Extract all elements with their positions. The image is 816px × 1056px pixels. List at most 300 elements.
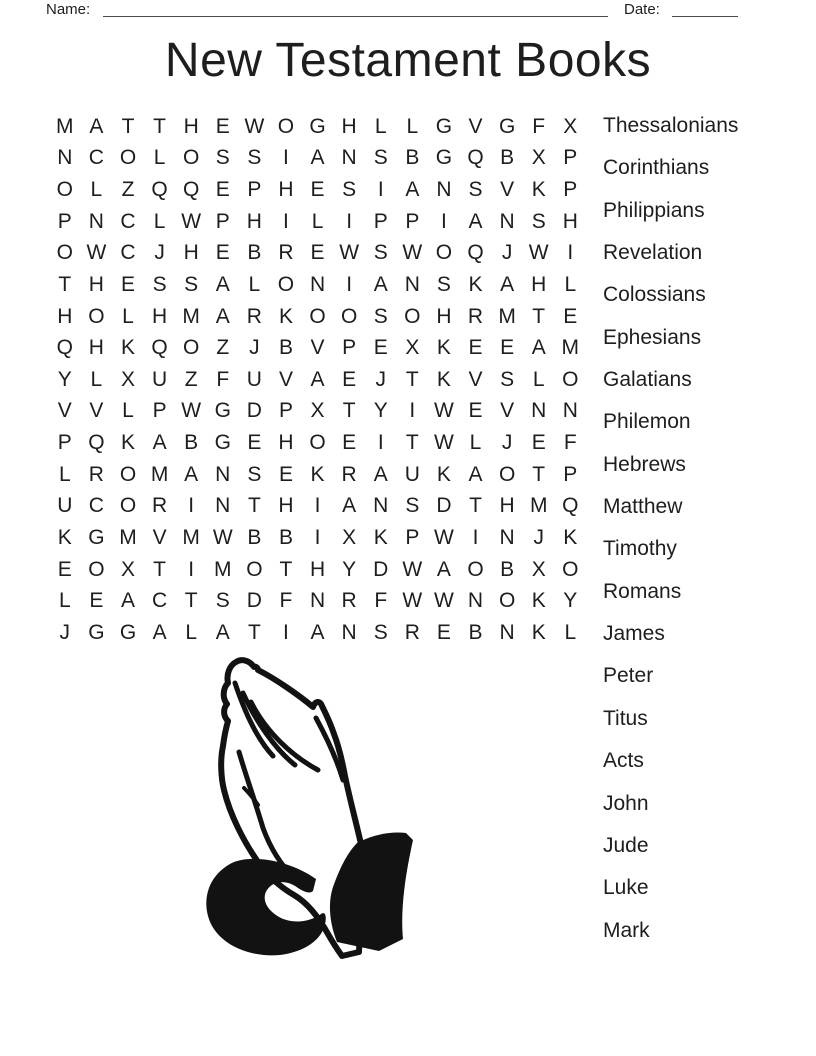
grid-letter: O	[309, 304, 326, 328]
grid-letter: O	[277, 272, 295, 296]
grid-letter: H	[88, 272, 104, 296]
grid-letter: I	[377, 178, 384, 202]
grid-letter: V	[468, 367, 483, 391]
grid-letter: R	[278, 241, 294, 265]
grid-letter: K	[120, 431, 135, 455]
grid-letter: O	[88, 557, 105, 581]
grid-letter: A	[531, 336, 546, 360]
grid-letter: L	[153, 146, 166, 170]
grid-letter: S	[184, 272, 199, 296]
grid-letter: B	[500, 146, 515, 170]
grid-letter: Y	[342, 557, 357, 581]
grid-letter: I	[472, 525, 479, 549]
grid-letter: K	[120, 336, 135, 360]
grid-letter: W	[402, 557, 423, 581]
grid-letter: M	[182, 525, 200, 549]
word-list-item: Acts	[603, 749, 644, 773]
word-list	[603, 105, 738, 952]
grid-letter: S	[373, 241, 388, 265]
grid-letter: Z	[184, 367, 198, 391]
grid-letter: L	[406, 114, 419, 138]
grid-letter: F	[279, 589, 293, 613]
grid-letter: H	[499, 494, 515, 518]
grid-letter: N	[531, 399, 547, 423]
grid-letter: O	[435, 241, 453, 265]
grid-letter: W	[402, 241, 423, 265]
grid-letter: G	[435, 146, 453, 170]
word-list-item: Philippians	[603, 198, 705, 222]
grid-letter: S	[373, 304, 388, 328]
grid-letter: O	[498, 462, 516, 486]
grid-letter: X	[531, 557, 546, 581]
grid-letter: J	[249, 336, 260, 360]
grid-letter: N	[341, 146, 357, 170]
grid-letter: C	[151, 589, 168, 613]
grid-letter: O	[119, 462, 137, 486]
grid-letter: E	[247, 431, 262, 455]
grid-letter: G	[88, 525, 105, 549]
grid-letter: P	[373, 209, 388, 233]
grid-letter: E	[310, 178, 325, 202]
grid-letter: A	[373, 272, 388, 296]
grid-letter: W	[434, 399, 454, 423]
grid-letter: V	[89, 399, 104, 423]
grid-letter: A	[342, 494, 357, 518]
grid-letter: U	[57, 494, 73, 518]
grid-letter: D	[246, 399, 262, 423]
grid-letter: M	[498, 304, 516, 328]
grid-letter: W	[402, 589, 423, 613]
grid-letter: M	[150, 462, 169, 486]
grid-letter: W	[339, 241, 360, 265]
grid-letter: P	[278, 399, 293, 423]
grid-letter: L	[185, 620, 198, 644]
grid-letter: X	[342, 525, 357, 549]
word-list-item: Hebrews	[603, 452, 686, 476]
grid-letter: N	[215, 494, 231, 518]
grid-letter: O	[119, 146, 137, 170]
grid-letter: T	[342, 399, 356, 423]
grid-letter: O	[562, 557, 579, 581]
grid-letter: A	[120, 589, 135, 613]
grid-letter: A	[215, 620, 230, 644]
grid-letter: M	[182, 304, 200, 328]
word-list-item: Mark	[603, 918, 650, 942]
grid-letter: T	[279, 557, 293, 581]
word-list-item: Matthew	[603, 495, 683, 519]
grid-letter: X	[120, 367, 135, 391]
grid-letter: V	[310, 336, 325, 360]
grid-letter: I	[346, 272, 353, 296]
grid-letter: S	[531, 209, 546, 233]
grid-letter: E	[531, 431, 546, 455]
grid-letter: G	[435, 114, 453, 138]
grid-letter: T	[532, 462, 546, 486]
grid-letter: J	[533, 525, 544, 549]
grid-letter: A	[89, 114, 104, 138]
grid-letter: N	[562, 399, 578, 423]
grid-letter: I	[283, 146, 289, 170]
grid-letter: R	[88, 462, 104, 486]
grid-letter: T	[121, 114, 135, 138]
grid-letter: K	[531, 620, 546, 644]
grid-letter: E	[342, 431, 357, 455]
grid-letter: S	[342, 178, 357, 202]
grid-letter: P	[152, 399, 167, 423]
grid-letter: Z	[121, 178, 135, 202]
grid-letter: E	[436, 620, 451, 644]
word-list-item: Revelation	[603, 241, 703, 265]
grid-letter: W	[434, 431, 454, 455]
grid-letter: U	[246, 367, 262, 391]
grid-letter: D	[373, 557, 389, 581]
grid-letter: V	[500, 399, 515, 423]
grid-letter: K	[468, 272, 483, 296]
grid-letter: C	[120, 241, 136, 265]
grid-letter: H	[562, 209, 578, 233]
word-list-item: Peter	[603, 664, 654, 688]
grid-letter: Y	[563, 589, 578, 613]
grid-letter: A	[468, 209, 483, 233]
grid-letter: K	[531, 178, 546, 202]
grid-letter: G	[214, 399, 231, 423]
grid-letter: A	[215, 272, 230, 296]
grid-letter: V	[57, 399, 72, 423]
grid-letter: X	[120, 557, 135, 581]
grid-letter: S	[152, 272, 167, 296]
grid-letter: L	[248, 272, 261, 296]
grid-letter: E	[342, 367, 357, 391]
grid-letter: I	[377, 431, 384, 455]
grid-letter: A	[405, 178, 420, 202]
grid-letter: M	[529, 494, 548, 518]
wordsearch-grid	[49, 111, 586, 649]
grid-letter: P	[342, 336, 357, 360]
grid-letter: O	[467, 557, 484, 581]
grid-letter: R	[246, 304, 262, 328]
grid-letter: E	[563, 304, 578, 328]
grid-letter: P	[215, 209, 230, 233]
grid-letter: J	[59, 620, 71, 644]
grid-letter: E	[278, 462, 293, 486]
word-list-item: Thessalonians	[603, 114, 739, 137]
grid-letter: G	[119, 620, 137, 644]
grid-letter: I	[314, 525, 321, 549]
grid-letter: L	[374, 114, 387, 138]
grid-letter: C	[88, 494, 104, 518]
grid-letter: N	[499, 525, 515, 549]
grid-letter: E	[57, 557, 72, 581]
grid-letter: O	[404, 304, 421, 328]
grid-letter: L	[564, 272, 577, 296]
grid-letter: E	[468, 336, 483, 360]
word-list-item: John	[603, 791, 649, 815]
grid-letter: O	[498, 589, 516, 613]
grid-letter: E	[468, 399, 483, 423]
grid-letter: M	[214, 557, 232, 581]
grid-letter: T	[247, 494, 261, 518]
grid-letter: X	[405, 336, 420, 360]
grid-letter: O	[119, 494, 137, 518]
grid-letter: I	[314, 494, 321, 518]
grid-letter: Q	[151, 336, 168, 360]
grid-letter: T	[58, 272, 72, 296]
grid-letter: J	[154, 241, 165, 265]
grid-letter: K	[436, 462, 451, 486]
grid-letter: H	[531, 272, 547, 296]
grid-letter: T	[247, 620, 261, 644]
grid-letter: N	[373, 494, 389, 518]
grid-letter: O	[246, 557, 263, 581]
grid-letter: J	[375, 367, 386, 391]
grid-letter: N	[499, 620, 515, 644]
word-list-item: Galatians	[603, 368, 692, 392]
grid-letter: A	[215, 304, 230, 328]
grid-letter: M	[119, 525, 137, 549]
grid-letter: A	[152, 620, 167, 644]
grid-letter: L	[532, 367, 545, 391]
grid-letter: P	[57, 209, 72, 233]
grid-letter: C	[120, 209, 136, 233]
word-list-item: Romans	[603, 579, 682, 603]
grid-letter: L	[90, 367, 103, 391]
grid-letter: K	[436, 336, 451, 360]
grid-letter: I	[283, 209, 289, 233]
grid-letter: N	[57, 146, 73, 170]
grid-letter: X	[310, 399, 325, 423]
grid-letter: I	[188, 557, 195, 581]
praying-hands-icon	[182, 650, 462, 962]
grid-letter: N	[499, 209, 515, 233]
word-list-item: Philemon	[603, 410, 691, 434]
grid-letter: S	[500, 367, 515, 391]
grid-letter: P	[57, 431, 72, 455]
grid-letter: Q	[467, 146, 484, 170]
grid-letter: I	[567, 241, 574, 265]
grid-letter: L	[564, 620, 577, 644]
grid-letter: V	[500, 178, 515, 202]
grid-letter: R	[341, 462, 357, 486]
grid-letter: S	[247, 462, 262, 486]
grid-letter: W	[434, 589, 454, 613]
grid-letter: B	[247, 241, 262, 265]
grid-letter: L	[58, 462, 71, 486]
grid-letter: S	[405, 494, 420, 518]
grid-letter: I	[188, 494, 195, 518]
grid-letter: N	[309, 272, 326, 296]
grid-letter: V	[278, 367, 293, 391]
grid-letter: I	[346, 209, 353, 233]
grid-letter: H	[309, 557, 326, 581]
grid-letter: V	[152, 525, 167, 549]
grid-letter: E	[89, 589, 104, 613]
grid-letter: W	[181, 399, 202, 423]
grid-letter: W	[244, 114, 265, 138]
date-label: Date:	[624, 1, 660, 18]
grid-letter: O	[277, 114, 295, 138]
grid-letter: X	[531, 146, 546, 170]
grid-letter: N	[404, 272, 420, 296]
grid-letter: I	[283, 620, 289, 644]
grid-letter: F	[563, 431, 577, 455]
grid-letter: A	[373, 462, 388, 486]
grid-letter: G	[88, 620, 105, 644]
grid-letter: L	[90, 178, 103, 202]
grid-letter: O	[340, 304, 358, 328]
grid-letter: H	[278, 494, 294, 518]
grid-letter: L	[122, 399, 134, 423]
grid-letter: Y	[373, 399, 388, 423]
grid-letter: N	[467, 589, 484, 613]
grid-letter: Q	[467, 241, 484, 265]
name-label: Name:	[46, 1, 91, 18]
grid-letter: C	[88, 146, 104, 170]
grid-letter: H	[88, 336, 104, 360]
grid-letter: D	[436, 494, 452, 518]
grid-letter: P	[405, 525, 420, 549]
grid-letter: B	[278, 336, 293, 360]
grid-letter: O	[88, 304, 105, 328]
word-list-item: James	[603, 622, 665, 646]
grid-letter: L	[153, 209, 166, 233]
grid-letter: Q	[183, 178, 200, 202]
grid-letter: Z	[216, 336, 230, 360]
grid-letter: N	[309, 589, 326, 613]
word-list-item: Colossians	[603, 283, 706, 307]
grid-letter: T	[405, 431, 419, 455]
grid-letter: L	[58, 589, 71, 613]
grid-letter: W	[212, 525, 233, 549]
grid-letter: A	[310, 367, 325, 391]
grid-letter: K	[436, 367, 451, 391]
grid-letter: K	[310, 462, 325, 486]
grid-letter: M	[56, 114, 74, 138]
grid-letter: V	[468, 114, 483, 138]
grid-letter: H	[183, 241, 199, 265]
word-list-item: Ephesians	[603, 325, 702, 349]
word-list-item: Luke	[603, 876, 649, 900]
grid-letter: W	[181, 209, 202, 233]
grid-letter: E	[373, 336, 388, 360]
grid-letter: A	[310, 620, 325, 644]
grid-letter: P	[563, 462, 578, 486]
grid-letter: A	[310, 146, 325, 170]
grid-letter: N	[215, 462, 231, 486]
grid-letter: H	[183, 114, 199, 138]
grid-letter: H	[278, 431, 294, 455]
word-list-item: Jude	[603, 833, 649, 857]
grid-letter: E	[215, 241, 230, 265]
page-title: New Testament Books	[164, 34, 652, 87]
grid-letter: Q	[88, 431, 105, 455]
grid-letter: W	[86, 241, 107, 265]
grid-letter: A	[436, 557, 451, 581]
grid-letter: T	[532, 304, 546, 328]
grid-letter: O	[562, 367, 579, 391]
grid-letter: G	[309, 114, 326, 138]
grid-letter: E	[120, 272, 135, 296]
grid-letter: Y	[57, 367, 72, 391]
grid-letter: F	[216, 367, 230, 391]
grid-letter: S	[215, 146, 230, 170]
grid-letter: S	[373, 146, 388, 170]
grid-letter: H	[151, 304, 168, 328]
grid-letter: K	[57, 525, 72, 549]
grid-letter: B	[247, 525, 262, 549]
grid-letter: N	[341, 620, 357, 644]
grid-letter: J	[501, 241, 513, 265]
grid-letter: N	[436, 178, 452, 202]
grid-letter: N	[88, 209, 104, 233]
grid-letter: U	[404, 462, 420, 486]
grid-letter: S	[436, 272, 451, 296]
grid-letter: R	[467, 304, 484, 328]
word-list-item: Timothy	[603, 537, 677, 561]
grid-letter: L	[469, 431, 482, 455]
grid-letter: D	[246, 589, 262, 613]
grid-letter: P	[563, 178, 578, 202]
grid-letter: E	[215, 114, 230, 138]
grid-letter: T	[153, 114, 166, 138]
grid-letter: J	[501, 431, 513, 455]
grid-letter: Q	[56, 336, 73, 360]
grid-letter: E	[215, 178, 230, 202]
grid-letter: S	[373, 620, 388, 644]
grid-letter: W	[528, 241, 549, 265]
grid-letter: S	[468, 178, 483, 202]
grid-letter: Q	[562, 494, 579, 518]
grid-letter: B	[405, 146, 420, 170]
grid-letter: H	[57, 304, 73, 328]
grid-letter: S	[215, 589, 230, 613]
grid-letter: R	[151, 494, 168, 518]
grid-letter: A	[500, 272, 515, 296]
grid-letter: A	[152, 431, 167, 455]
grid-letter: L	[122, 304, 134, 328]
grid-letter: O	[56, 241, 73, 265]
grid-letter: S	[247, 146, 262, 170]
grid-letter: B	[278, 525, 293, 549]
grid-letter: R	[341, 589, 357, 613]
grid-letter: X	[563, 114, 578, 138]
grid-letter: H	[436, 304, 452, 328]
grid-letter: A	[468, 462, 483, 486]
grid-letter: O	[183, 336, 200, 360]
grid-letter: I	[409, 399, 416, 423]
grid-letter: U	[151, 367, 168, 391]
grid-letter: B	[184, 431, 199, 455]
grid-letter: F	[532, 114, 546, 138]
grid-letter: O	[183, 146, 200, 170]
word-list-item: Titus	[603, 706, 648, 730]
grid-letter: Q	[151, 178, 168, 202]
grid-letter: K	[531, 589, 546, 613]
grid-letter: B	[500, 557, 515, 581]
grid-letter: T	[405, 367, 419, 391]
grid-letter: P	[563, 146, 578, 170]
grid-letter: T	[184, 589, 198, 613]
grid-letter: T	[469, 494, 482, 518]
grid-letter: W	[434, 525, 454, 549]
grid-letter: E	[310, 241, 325, 265]
grid-letter: G	[214, 431, 231, 455]
name-blank-line	[103, 16, 608, 17]
grid-letter: I	[441, 209, 447, 233]
date-blank-line	[672, 16, 738, 17]
grid-letter: L	[311, 209, 324, 233]
grid-letter: H	[278, 178, 294, 202]
word-list-item: Corinthians	[603, 156, 710, 180]
